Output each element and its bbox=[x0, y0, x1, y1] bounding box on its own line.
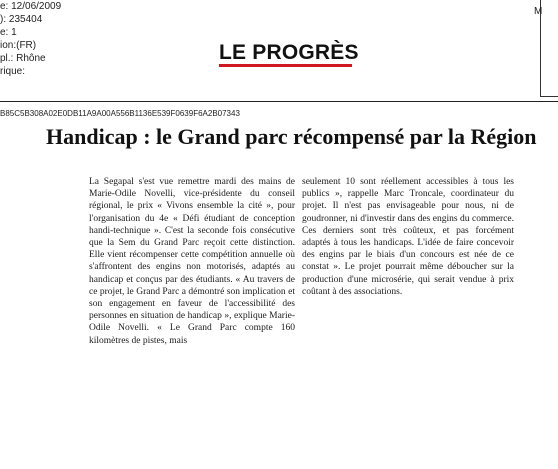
metadata-page: e: 1 bbox=[0, 27, 17, 38]
corner-letter: M bbox=[534, 6, 543, 17]
document-id: B85C5B308A02E0DB11A9A00A556B1136E539F0639F6A2B07343 bbox=[0, 109, 240, 118]
article-headline: Handicap : le Grand parc récompensé par la Région bbox=[46, 124, 537, 149]
metadata-supplement: pl.: Rhône bbox=[0, 53, 46, 64]
newspaper-masthead: LE PROGRÈS bbox=[219, 41, 359, 64]
header-divider bbox=[0, 101, 558, 102]
masthead-underline bbox=[219, 64, 352, 67]
metadata-date: e: 12/06/2009 bbox=[0, 1, 62, 12]
metadata-edition: ion:(FR) bbox=[0, 40, 37, 51]
article-column-right: seulement 10 sont réellement accessibles à tous les publics », rappelle Marc Troncale, coordinateur du projet. Il n'est pas envisageable pour nous, ni de goudronner, ni d'investir dans des engins du commerce. Ces derniers sont très coûteux, et pas forcément adaptés à tous les handicaps. L'idée de faire concevoir des engins par le biais d'un concours est née de ce constat ». Le projet pourrait même déboucher sur la production d'une microsérie, qui serait vendue à prix coûtant à des associations. bbox=[302, 177, 514, 297]
corner-frame bbox=[540, 0, 558, 97]
article-column-left: La Segapal s'est vue remettre mardi des mains de Marie-Odile Novelli, vice-présidente du conseil régional, le prix « Vivons ensemble la cité », pour l'organisation du 4e « Défi étudiant de conception handi-technique ». C'est la seconde fois consécutive que la Sem du Grand Parc reçoit cette distinction. Elle vient récompenser cette compétition annuelle où s'affrontent des engins non motorisés, adaptés au handicap et conçus par des étudiants. « Au travers de ce projet, le Grand Parc a démontré son implication et son engagement en faveur de l'accessibilité des personnes en situation de handicap », explique Marie-Odile Novelli. « Le Grand Parc compte 160 kilomètres de pistes, mais bbox=[89, 177, 295, 346]
metadata-rubrique: rique: bbox=[0, 66, 26, 77]
metadata-id: ): 235404 bbox=[0, 14, 43, 25]
document-metadata bbox=[0, 0, 61, 78]
